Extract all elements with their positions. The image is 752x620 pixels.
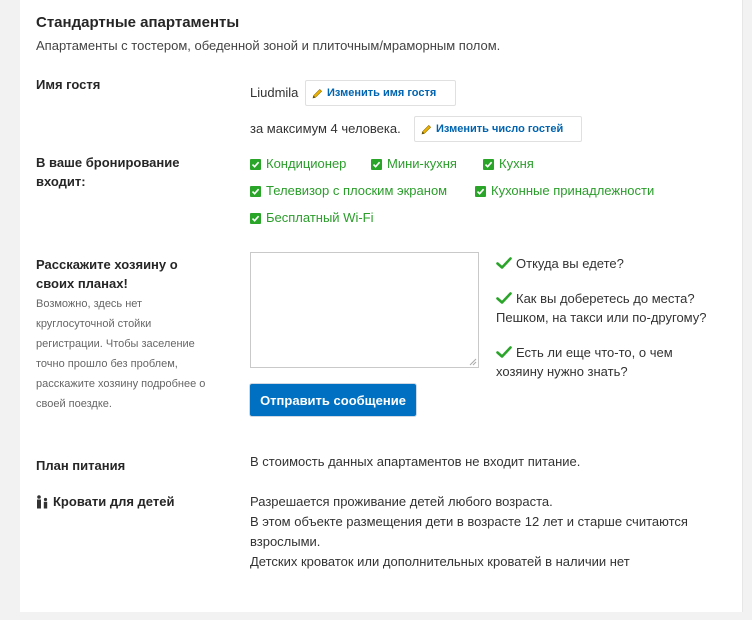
- check-icon: [250, 159, 261, 170]
- message-hint-line: своей поездке.: [36, 398, 112, 410]
- kids-beds-line: Разрешается проживание детей любого возраста.: [250, 494, 553, 509]
- kids-beds-label: [36, 492, 174, 511]
- amenity-label: Мини-кухня: [387, 156, 457, 171]
- message-textarea[interactable]: [250, 252, 479, 368]
- check-icon: [483, 159, 494, 170]
- kids-beds-info: [250, 492, 688, 572]
- amenity-label: Кондиционер: [266, 156, 347, 171]
- tip-item: [496, 343, 673, 381]
- kids-beds-line: В этом объекте размещения дети в возрасте 12 лет и старше считаются: [250, 514, 688, 529]
- checkmark-icon: [496, 346, 512, 358]
- room-subtitle: Апартаменты с тостером, обеденной зоной и плиточным/мраморным полом.: [36, 38, 501, 53]
- message-label-line: своих планах!: [36, 276, 128, 291]
- kids-beds-line: взрослыми.: [250, 534, 321, 549]
- tip-text: Пешком, на такси или по-другому?: [496, 310, 707, 325]
- amenity-item: [250, 183, 447, 199]
- message-label-line: Расскажите хозяину о: [36, 257, 178, 272]
- amenity-label: Телевизор с плоским экраном: [266, 183, 448, 198]
- checkmark-icon: [496, 257, 512, 269]
- tip-item: [496, 289, 706, 327]
- message-hint-line: круглосуточной стойки: [36, 318, 152, 330]
- tip-text: Как вы доберетесь до места?: [516, 291, 695, 306]
- message-hint-line: Возможно, здесь нет: [36, 298, 143, 310]
- message-hint-line: точно прошло без проблем,: [36, 358, 178, 370]
- pencil-icon: [312, 88, 323, 99]
- included-label-line: В ваше бронирование: [36, 155, 180, 170]
- tip-text: Есть ли еще что-то, о чем: [516, 345, 673, 360]
- message-label: [36, 255, 178, 293]
- pencil-icon: [421, 124, 432, 135]
- tip-item: [496, 254, 624, 273]
- meals-text: В стоимость данных апартаментов не входит питание.: [250, 454, 581, 469]
- message-hint-line: расскажите хозяину подробнее о: [36, 378, 206, 390]
- amenity-label: Бесплатный Wi-Fi: [266, 210, 374, 225]
- change-guest-count-label: Изменить число гостей: [436, 123, 564, 135]
- amenity-item: [371, 156, 457, 172]
- included-label-line: входит:: [36, 174, 86, 189]
- message-hint: [36, 294, 205, 414]
- resize-grip-icon[interactable]: [469, 358, 477, 366]
- check-icon: [250, 186, 261, 197]
- amenity-item: [250, 156, 346, 172]
- guest-name-label: Имя гостя: [36, 77, 101, 92]
- check-icon: [250, 213, 261, 224]
- change-guest-count-button[interactable]: [414, 116, 582, 142]
- room-details-card: [20, 0, 743, 612]
- amenity-label: Кухня: [499, 156, 534, 171]
- message-hint-line: регистрации. Чтобы заселение: [36, 338, 195, 350]
- kids-beds-label-text: Кровати для детей: [53, 494, 175, 509]
- change-guest-name-label: Изменить имя гостя: [327, 87, 437, 99]
- amenity-item: [250, 210, 374, 226]
- change-guest-name-button[interactable]: [305, 80, 456, 106]
- family-icon: [36, 495, 49, 509]
- amenity-label: Кухонные принадлежности: [491, 183, 655, 198]
- guest-name-value: Liudmila: [250, 85, 299, 100]
- checkmark-icon: [496, 292, 512, 304]
- check-icon: [475, 186, 486, 197]
- room-title: Стандартные апартаменты: [36, 14, 240, 31]
- tip-text: Откуда вы едете?: [516, 256, 624, 271]
- kids-beds-line: Детских кроваток или дополнительных кроватей в наличии нет: [250, 554, 630, 569]
- guest-capacity-text: за максимум 4 человека.: [250, 121, 401, 136]
- amenity-item: [475, 183, 654, 199]
- tip-text: хозяину нужно знать?: [496, 364, 628, 379]
- amenity-item: [483, 156, 534, 172]
- check-icon: [371, 159, 382, 170]
- meals-label: План питания: [36, 458, 126, 473]
- send-message-button[interactable]: Отправить сообщение: [250, 384, 416, 416]
- included-label: [36, 153, 180, 191]
